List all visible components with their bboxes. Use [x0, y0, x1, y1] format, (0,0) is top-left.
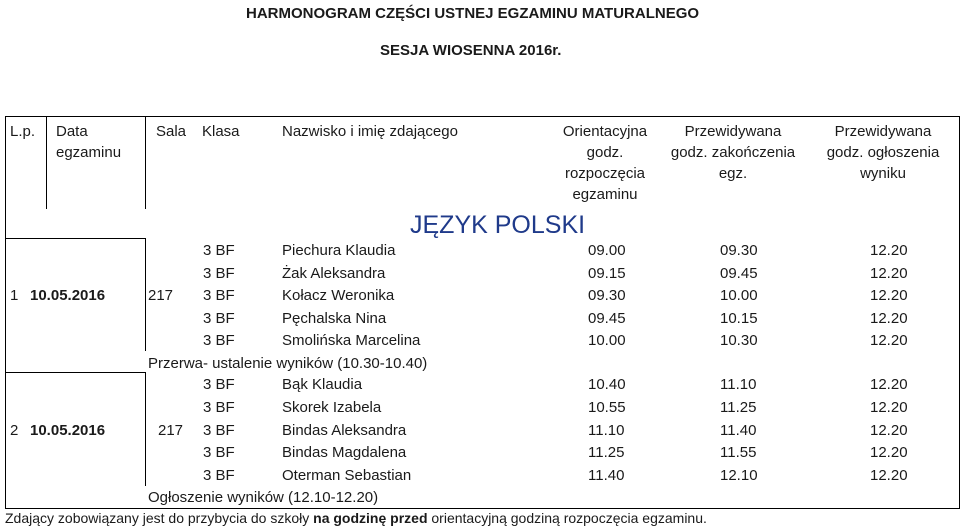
row-result: 12.20 — [870, 422, 908, 439]
table-left-border — [5, 116, 6, 509]
row-start: 10.55 — [588, 399, 626, 416]
header-room: Sala — [156, 123, 187, 140]
row-result: 12.20 — [870, 287, 908, 304]
row-end: 11.10 — [720, 376, 757, 393]
header-class: Klasa — [202, 123, 240, 140]
row-start: 11.40 — [588, 467, 625, 484]
group2-top-line — [5, 372, 146, 373]
footer-text-after: orientacyjną godziną rozpoczęcia egzaminu. — [427, 510, 707, 526]
row-start: 11.25 — [588, 444, 625, 461]
row-name: Skorek Izabela — [282, 399, 382, 416]
row-end: 09.45 — [720, 265, 758, 282]
row-name: Żak Aleksandra — [282, 265, 386, 282]
header-name: Nazwisko i imię zdającego — [282, 123, 458, 140]
row-start: 11.10 — [588, 422, 625, 439]
subject-heading: JĘZYK POLSKI — [410, 211, 586, 239]
row-name: Kołacz Weronika — [282, 287, 395, 304]
row-end: 12.10 — [720, 467, 758, 484]
row-class: 3 BF — [203, 422, 235, 439]
row-start: 09.00 — [588, 242, 626, 259]
row-end: 11.40 — [720, 422, 757, 439]
group1-lp: 1 — [10, 287, 19, 304]
header-results-time: Przewidywana godz. ogłoszenia wyniku — [826, 123, 940, 182]
row-name: Bąk Klaudia — [282, 376, 363, 393]
footer-text-before: Zdający zobowiązany jest do przybycia do szkoły — [5, 510, 314, 526]
table-top-border — [5, 116, 960, 117]
row-class: 3 BF — [203, 310, 235, 327]
results-note: Ogłoszenie wyników (12.10-12.20) — [148, 489, 379, 506]
row-end: 10.00 — [720, 287, 758, 304]
group2-lp: 2 — [10, 422, 19, 439]
row-start: 09.15 — [588, 265, 626, 282]
document-title: HARMONOGRAM CZĘŚCI USTNEJ EGZAMINU MATURALNEGO — [246, 5, 700, 22]
row-result: 12.20 — [870, 332, 908, 349]
row-name: Smolińska Marcelina — [282, 332, 421, 349]
footer-note — [5, 510, 707, 527]
row-end: 09.30 — [720, 242, 758, 259]
row-end: 11.55 — [720, 444, 757, 461]
row-result: 12.20 — [870, 399, 908, 416]
group1-room: 217 — [148, 287, 174, 304]
header-date: Data egzaminu — [56, 123, 122, 161]
row-end: 10.15 — [720, 310, 758, 327]
group2-room: 217 — [158, 422, 184, 439]
group2-date: 10.05.2016 — [30, 422, 106, 439]
row-result: 12.20 — [870, 265, 908, 282]
row-class: 3 BF — [203, 332, 235, 349]
row-result: 12.20 — [870, 310, 908, 327]
group2-divider-date — [145, 372, 146, 486]
row-name: Piechura Klaudia — [282, 242, 396, 259]
group1-date: 10.05.2016 — [30, 287, 106, 304]
row-name: Bindas Aleksandra — [282, 422, 407, 439]
row-start: 09.45 — [588, 310, 626, 327]
row-name: Oterman Sebastian — [282, 467, 412, 484]
row-result: 12.20 — [870, 444, 908, 461]
row-start: 09.30 — [588, 287, 626, 304]
row-result: 12.20 — [870, 376, 908, 393]
row-class: 3 BF — [203, 287, 235, 304]
header-divider-lp — [46, 116, 47, 209]
row-class: 3 BF — [203, 265, 235, 282]
header-end-time: Przewidywana godz. zakończenia egz. — [670, 123, 796, 182]
row-start: 10.40 — [588, 376, 626, 393]
row-result: 12.20 — [870, 242, 908, 259]
table-bottom-border — [5, 508, 960, 509]
row-start: 10.00 — [588, 332, 626, 349]
row-end: 10.30 — [720, 332, 758, 349]
header-lp: L.p. — [10, 123, 36, 140]
row-class: 3 BF — [203, 444, 235, 461]
row-end: 11.25 — [720, 399, 757, 416]
row-result: 12.20 — [870, 467, 908, 484]
row-class: 3 BF — [203, 376, 235, 393]
row-name: Bindas Magdalena — [282, 444, 407, 461]
group1-divider-date — [145, 238, 146, 351]
header-divider-date — [145, 116, 146, 209]
header-start-time: Orientacyjna godz. rozpoczęcia egzaminu — [562, 123, 648, 203]
row-class: 3 BF — [203, 242, 235, 259]
group1-top-line — [5, 238, 146, 239]
row-class: 3 BF — [203, 399, 235, 416]
footer-text-bold: na godzinę przed — [313, 510, 428, 526]
row-class: 3 BF — [203, 467, 235, 484]
break-note: Przerwa- ustalenie wyników (10.30-10.40) — [148, 355, 428, 372]
session-subtitle: SESJA WIOSENNA 2016r. — [380, 42, 562, 59]
row-name: Pęchalska Nina — [282, 310, 387, 327]
